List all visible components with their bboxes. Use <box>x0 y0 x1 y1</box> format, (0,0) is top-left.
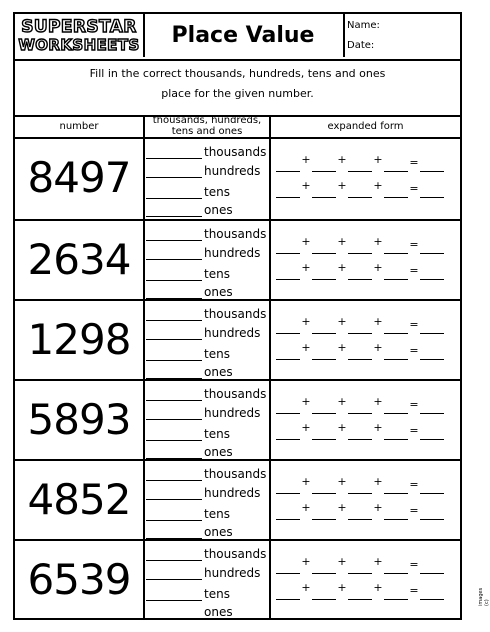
place-value-line <box>146 486 260 500</box>
instructions <box>15 59 460 117</box>
expanded-form-line <box>276 475 444 494</box>
plus-sign: + <box>337 475 347 488</box>
place-value-line <box>146 467 266 481</box>
place-value-line <box>146 445 233 459</box>
header <box>15 14 460 61</box>
place-label: ones <box>204 525 233 539</box>
place-label: hundreds <box>204 246 261 260</box>
plus-sign: + <box>373 153 383 166</box>
expanded-blank[interactable] <box>384 332 408 334</box>
instructions-line2: place for the given number. <box>161 87 314 100</box>
plus-sign: + <box>301 153 311 166</box>
expanded-blank[interactable] <box>384 492 408 494</box>
expanded-blank[interactable] <box>276 358 300 360</box>
given-number: 5893 <box>27 395 131 444</box>
plus-sign: + <box>337 501 347 514</box>
equals-sign: = <box>409 424 419 437</box>
page-title: Place Value <box>143 14 345 57</box>
answer-blank[interactable] <box>146 578 202 580</box>
expanded-blank[interactable] <box>312 492 336 494</box>
place-value-line <box>146 203 233 217</box>
plus-sign: + <box>301 315 311 328</box>
expanded-blank[interactable] <box>312 412 336 414</box>
expanded-blank[interactable] <box>312 598 336 600</box>
plus-sign: + <box>301 581 311 594</box>
answer-blank[interactable] <box>146 157 202 159</box>
expanded-form-line <box>276 261 444 280</box>
table-row <box>15 219 460 299</box>
expanded-blank[interactable] <box>384 412 408 414</box>
plus-sign: + <box>337 581 347 594</box>
place-label: ones <box>204 445 233 459</box>
expanded-form-line <box>276 153 444 172</box>
expanded-form-line <box>276 179 444 198</box>
expanded-blank[interactable] <box>312 358 336 360</box>
expanded-form-line <box>276 421 444 440</box>
expanded-blank[interactable] <box>384 252 408 254</box>
worksheet <box>13 12 490 620</box>
logo-line2: WORKSHEETS <box>18 36 140 54</box>
answer-blank[interactable] <box>146 197 202 199</box>
plus-sign: + <box>337 315 347 328</box>
expanded-blank[interactable] <box>312 252 336 254</box>
expanded-blank[interactable] <box>348 252 372 254</box>
equals-sign: = <box>409 318 419 331</box>
expanded-form-line <box>276 235 444 254</box>
expanded-blank[interactable] <box>348 412 372 414</box>
plus-sign: + <box>337 395 347 408</box>
equals-sign: = <box>409 238 419 251</box>
place-value-line <box>146 507 230 521</box>
place-label: hundreds <box>204 406 261 420</box>
place-value-line <box>146 267 230 281</box>
place-value-line <box>146 285 233 299</box>
expanded-blank[interactable] <box>276 170 300 172</box>
expanded-blank[interactable] <box>348 572 372 574</box>
given-number: 6539 <box>27 555 131 604</box>
equals-sign: = <box>409 182 419 195</box>
place-label: ones <box>204 285 233 299</box>
place-label: thousands <box>204 227 267 241</box>
plus-sign: + <box>337 261 347 274</box>
table-row <box>15 299 460 379</box>
expanded-blank[interactable] <box>420 518 444 520</box>
expanded-blank[interactable] <box>420 252 444 254</box>
place-label: hundreds <box>204 164 261 178</box>
place-value-line <box>146 406 260 420</box>
plus-sign: + <box>301 261 311 274</box>
place-value-line <box>146 365 233 379</box>
expanded-blank[interactable] <box>384 598 408 600</box>
plus-sign: + <box>337 421 347 434</box>
expanded-blank[interactable] <box>348 196 372 198</box>
plus-sign: + <box>337 341 347 354</box>
place-value-line <box>146 145 266 159</box>
expanded-blank[interactable] <box>420 412 444 414</box>
place-value-line <box>146 307 266 321</box>
instructions-line1: Fill in the correct thousands, hundreds, tens and ones <box>89 67 386 80</box>
answer-blank[interactable] <box>146 498 202 500</box>
expanded-blank[interactable] <box>276 572 300 574</box>
answer-blank[interactable] <box>146 176 202 178</box>
expanded-blank[interactable] <box>384 278 408 280</box>
answer-blank[interactable] <box>146 479 202 481</box>
answer-blank[interactable] <box>146 617 202 619</box>
answer-blank[interactable] <box>146 319 202 321</box>
plus-sign: + <box>337 555 347 568</box>
expanded-blank[interactable] <box>276 412 300 414</box>
plus-sign: + <box>373 395 383 408</box>
date-label: Date: <box>347 40 375 51</box>
plus-sign: + <box>373 235 383 248</box>
table-row <box>15 379 460 459</box>
expanded-blank[interactable] <box>312 170 336 172</box>
place-label: hundreds <box>204 486 261 500</box>
expanded-form-line <box>276 581 444 600</box>
expanded-blank[interactable] <box>312 278 336 280</box>
place-label: tens <box>204 587 230 601</box>
place-label: thousands <box>204 547 267 561</box>
given-number: 2634 <box>27 235 131 284</box>
expanded-blank[interactable] <box>312 518 336 520</box>
place-value-line <box>146 525 233 539</box>
plus-sign: + <box>301 341 311 354</box>
plus-sign: + <box>301 555 311 568</box>
answer-blank[interactable] <box>146 359 202 361</box>
expanded-blank[interactable] <box>384 358 408 360</box>
answer-blank[interactable] <box>146 599 202 601</box>
column-header-expanded: expanded form <box>271 115 460 139</box>
place-value-line <box>146 326 260 340</box>
expanded-blank[interactable] <box>384 518 408 520</box>
expanded-blank[interactable] <box>384 572 408 574</box>
plus-sign: + <box>301 179 311 192</box>
expanded-blank[interactable] <box>420 278 444 280</box>
equals-sign: = <box>409 156 419 169</box>
equals-sign: = <box>409 264 419 277</box>
plus-sign: + <box>373 581 383 594</box>
plus-sign: + <box>301 501 311 514</box>
place-label: tens <box>204 347 230 361</box>
place-value-line <box>146 164 260 178</box>
place-value-line <box>146 605 233 619</box>
equals-sign: = <box>409 398 419 411</box>
place-label: ones <box>204 605 233 619</box>
expanded-blank[interactable] <box>420 332 444 334</box>
expanded-blank[interactable] <box>312 196 336 198</box>
logo <box>15 14 145 57</box>
place-label: ones <box>204 203 233 217</box>
answer-blank[interactable] <box>146 239 202 241</box>
place-label: thousands <box>204 145 267 159</box>
answer-blank[interactable] <box>146 338 202 340</box>
expanded-form-line <box>276 555 444 574</box>
answer-blank[interactable] <box>146 399 202 401</box>
expanded-blank[interactable] <box>384 196 408 198</box>
place-value-line <box>146 347 230 361</box>
column-header-number: number <box>15 115 143 139</box>
equals-sign: = <box>409 504 419 517</box>
name-label: Name: <box>347 20 380 31</box>
plus-sign: + <box>373 261 383 274</box>
given-number: 1298 <box>27 315 131 364</box>
expanded-blank[interactable] <box>384 438 408 440</box>
answer-blank[interactable] <box>146 258 202 260</box>
expanded-blank[interactable] <box>348 598 372 600</box>
place-value-line <box>146 587 230 601</box>
place-value-line <box>146 185 230 199</box>
place-label: thousands <box>204 387 267 401</box>
expanded-form-line <box>276 315 444 334</box>
expanded-blank[interactable] <box>276 196 300 198</box>
expanded-blank[interactable] <box>420 572 444 574</box>
answer-blank[interactable] <box>146 559 202 561</box>
plus-sign: + <box>301 475 311 488</box>
place-value-line <box>146 227 266 241</box>
expanded-blank[interactable] <box>348 358 372 360</box>
place-value-line <box>146 246 260 260</box>
plus-sign: + <box>373 501 383 514</box>
expanded-form-line <box>276 341 444 360</box>
expanded-blank[interactable] <box>420 170 444 172</box>
plus-sign: + <box>337 179 347 192</box>
plus-sign: + <box>337 153 347 166</box>
place-label: thousands <box>204 307 267 321</box>
expanded-blank[interactable] <box>276 252 300 254</box>
plus-sign: + <box>373 555 383 568</box>
expanded-blank[interactable] <box>276 492 300 494</box>
equals-sign: = <box>409 344 419 357</box>
given-number: 8497 <box>27 153 131 202</box>
expanded-blank[interactable] <box>276 518 300 520</box>
column-header-place-values: thousands, hundreds, tens and ones <box>145 115 269 139</box>
place-label: hundreds <box>204 566 261 580</box>
expanded-blank[interactable] <box>348 438 372 440</box>
expanded-blank[interactable] <box>384 170 408 172</box>
expanded-form-line <box>276 501 444 520</box>
plus-sign: + <box>373 475 383 488</box>
expanded-blank[interactable] <box>276 332 300 334</box>
expanded-blank[interactable] <box>276 598 300 600</box>
plus-sign: + <box>337 235 347 248</box>
place-label: hundreds <box>204 326 261 340</box>
plus-sign: + <box>301 235 311 248</box>
expanded-blank[interactable] <box>276 278 300 280</box>
given-number: 4852 <box>27 475 131 524</box>
answer-blank[interactable] <box>146 439 202 441</box>
place-label: tens <box>204 507 230 521</box>
expanded-blank[interactable] <box>276 438 300 440</box>
plus-sign: + <box>301 421 311 434</box>
expanded-blank[interactable] <box>348 170 372 172</box>
equals-sign: = <box>409 558 419 571</box>
expanded-blank[interactable] <box>420 196 444 198</box>
plus-sign: + <box>373 421 383 434</box>
expanded-blank[interactable] <box>312 332 336 334</box>
expanded-blank[interactable] <box>420 358 444 360</box>
place-label: thousands <box>204 467 267 481</box>
place-value-line <box>146 387 266 401</box>
plus-sign: + <box>373 179 383 192</box>
expanded-blank[interactable] <box>420 492 444 494</box>
expanded-blank[interactable] <box>348 492 372 494</box>
place-label: tens <box>204 427 230 441</box>
expanded-blank[interactable] <box>420 438 444 440</box>
expanded-blank[interactable] <box>420 598 444 600</box>
answer-blank[interactable] <box>146 418 202 420</box>
answer-blank[interactable] <box>146 519 202 521</box>
plus-sign: + <box>373 341 383 354</box>
place-label: tens <box>204 185 230 199</box>
place-value-line <box>146 547 266 561</box>
equals-sign: = <box>409 584 419 597</box>
place-label: tens <box>204 267 230 281</box>
plus-sign: + <box>373 315 383 328</box>
logo-line1: SUPERSTAR <box>21 17 137 37</box>
credit: images (c) <box>478 587 490 606</box>
place-label: ones <box>204 365 233 379</box>
answer-blank[interactable] <box>146 215 202 217</box>
expanded-blank[interactable] <box>348 278 372 280</box>
expanded-blank[interactable] <box>312 438 336 440</box>
place-value-line <box>146 566 260 580</box>
table-row <box>15 139 460 219</box>
table-row <box>15 539 460 619</box>
answer-blank[interactable] <box>146 279 202 281</box>
expanded-form-line <box>276 395 444 414</box>
expanded-blank[interactable] <box>312 572 336 574</box>
expanded-blank[interactable] <box>348 332 372 334</box>
plus-sign: + <box>301 395 311 408</box>
equals-sign: = <box>409 478 419 491</box>
expanded-blank[interactable] <box>348 518 372 520</box>
table-row <box>15 459 460 539</box>
place-value-line <box>146 427 230 441</box>
